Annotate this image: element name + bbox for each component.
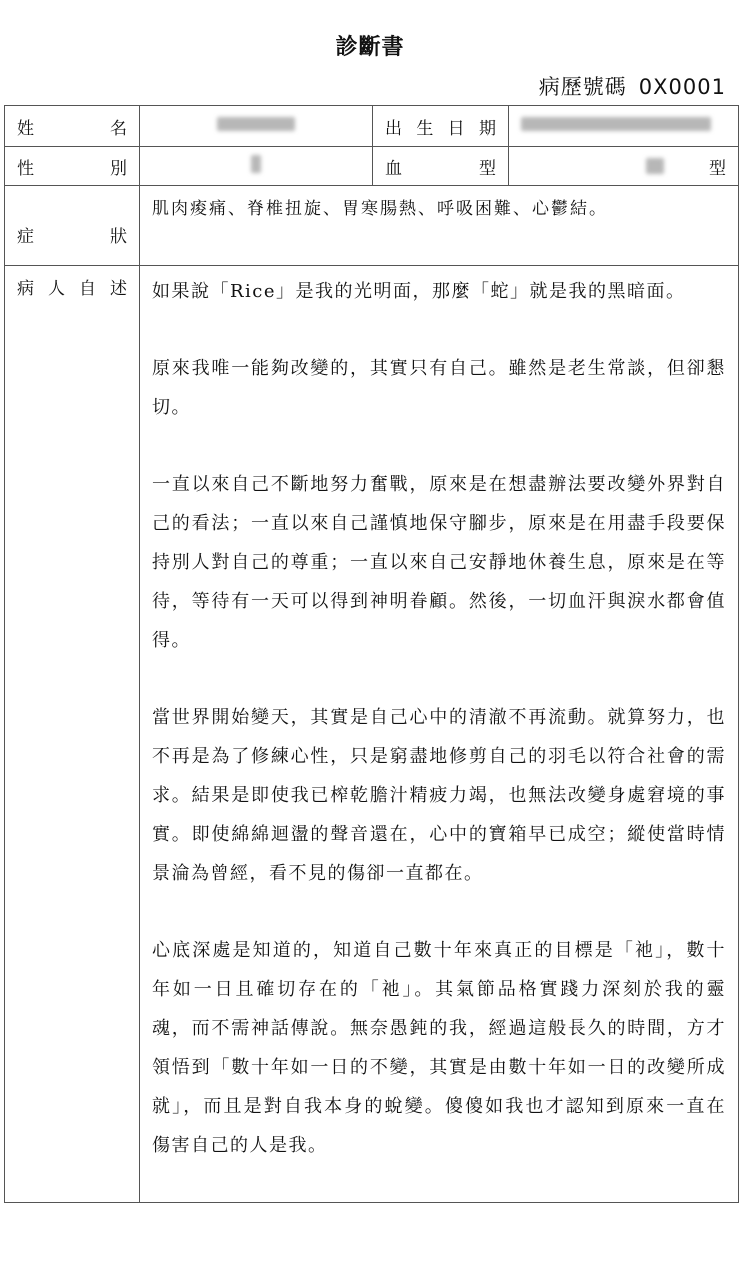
label-char: 症: [17, 227, 34, 247]
birth-date-label-cell: [373, 106, 509, 147]
row-patient-statement: [5, 266, 739, 1203]
blood-type-label-cell: [373, 147, 509, 186]
label-char: 期: [478, 118, 496, 139]
label-char: 病: [17, 279, 34, 299]
statement-paragraph: 如果說「Rice」是我的光明面，那麼「蛇」就是我的黑暗面。: [152, 281, 686, 302]
record-number-label: 病歷號碼: [538, 75, 627, 99]
patient-statement-text: [140, 266, 739, 1203]
redacted-gender: [251, 155, 261, 173]
label-char: 型: [479, 158, 496, 179]
symptoms-label-cell: [5, 186, 140, 266]
gender-value-cell: [140, 147, 373, 186]
statement-paragraph: 當世界開始變天，其實是自己心中的清澈不再流動。就算努力，也不再是為了修練心性，只是窮盡地修剪自己的羽毛以符合社會的需求。結果是即使我已榨乾膽汁精疲力竭，也無法改變身處窘境的事實。即使綿綿迴盪的聲音還在，心中的寶箱早已成空；縱使當時情景淪為曾經，看不見的傷卻一直都在。: [152, 707, 726, 884]
statement-paragraph: 一直以來自己不斷地努力奮戰，原來是在想盡辦法要改變外界對自己的看法；一直以來自己謹慎地保守腳步，原來是在用盡手段要保持別人對自己的尊重；一直以來自己安靜地休養生息，原來是在等待，等待有一天可以得到神明眷顧。然後，一切血汗與淚水都會值得。: [152, 474, 726, 651]
redacted-name: [217, 117, 295, 131]
row-name-birth: [5, 106, 739, 147]
document-title: 診斷書: [335, 35, 405, 60]
record-number: [539, 71, 726, 101]
diagnosis-form-table: [4, 105, 739, 1203]
label-char: 自: [79, 279, 96, 299]
redacted-birth-date: [521, 117, 711, 131]
row-gender-blood: [5, 147, 739, 186]
label-char: 血: [385, 158, 402, 179]
blood-type-suffix: 型: [709, 158, 726, 179]
label-char: 人: [48, 279, 65, 299]
statement-paragraph: 原來我唯一能夠改變的，其實只有自己。雖然是老生常談，但卻懇切。: [152, 358, 726, 418]
statement-paragraph: 心底深處是知道的，知道自己數十年來真正的目標是「祂」，數十年如一日且確切存在的「祂」。其氣節品格實踐力深刻於我的靈魂，而不需神話傳說。無奈愚鈍的我，經過這般長久的時間，方才領悟到「數十年如一日的不變，其實是由數十年如一日的改變所成就」，而且是對自我本身的蛻變。傻傻如我也才認知到原來一直在傷害自己的人是我。: [152, 940, 726, 1156]
label-char: 日: [447, 118, 465, 139]
birth-date-value-cell: [509, 106, 739, 147]
name-value-cell: [140, 106, 373, 147]
gender-label-cell: [5, 147, 140, 186]
label-char: 出: [385, 118, 402, 139]
row-symptoms: [5, 186, 739, 266]
label-char: 名: [110, 118, 127, 139]
label-char: 姓: [17, 118, 34, 139]
symptoms-value: 肌肉痠痛、脊椎扭旋、胃寒腸熱、呼吸困難、心鬱結。: [140, 186, 739, 266]
label-char: 性: [17, 158, 34, 179]
name-label-cell: [5, 106, 140, 147]
label-char: 狀: [110, 227, 127, 247]
redacted-blood-type: [646, 158, 664, 174]
record-number-value: 0X0001: [638, 75, 726, 99]
label-char: 別: [110, 158, 127, 179]
patient-statement-label-cell: [5, 266, 140, 1203]
label-char: 述: [110, 279, 127, 299]
blood-type-value-cell: [509, 147, 739, 186]
label-char: 生: [416, 118, 434, 139]
